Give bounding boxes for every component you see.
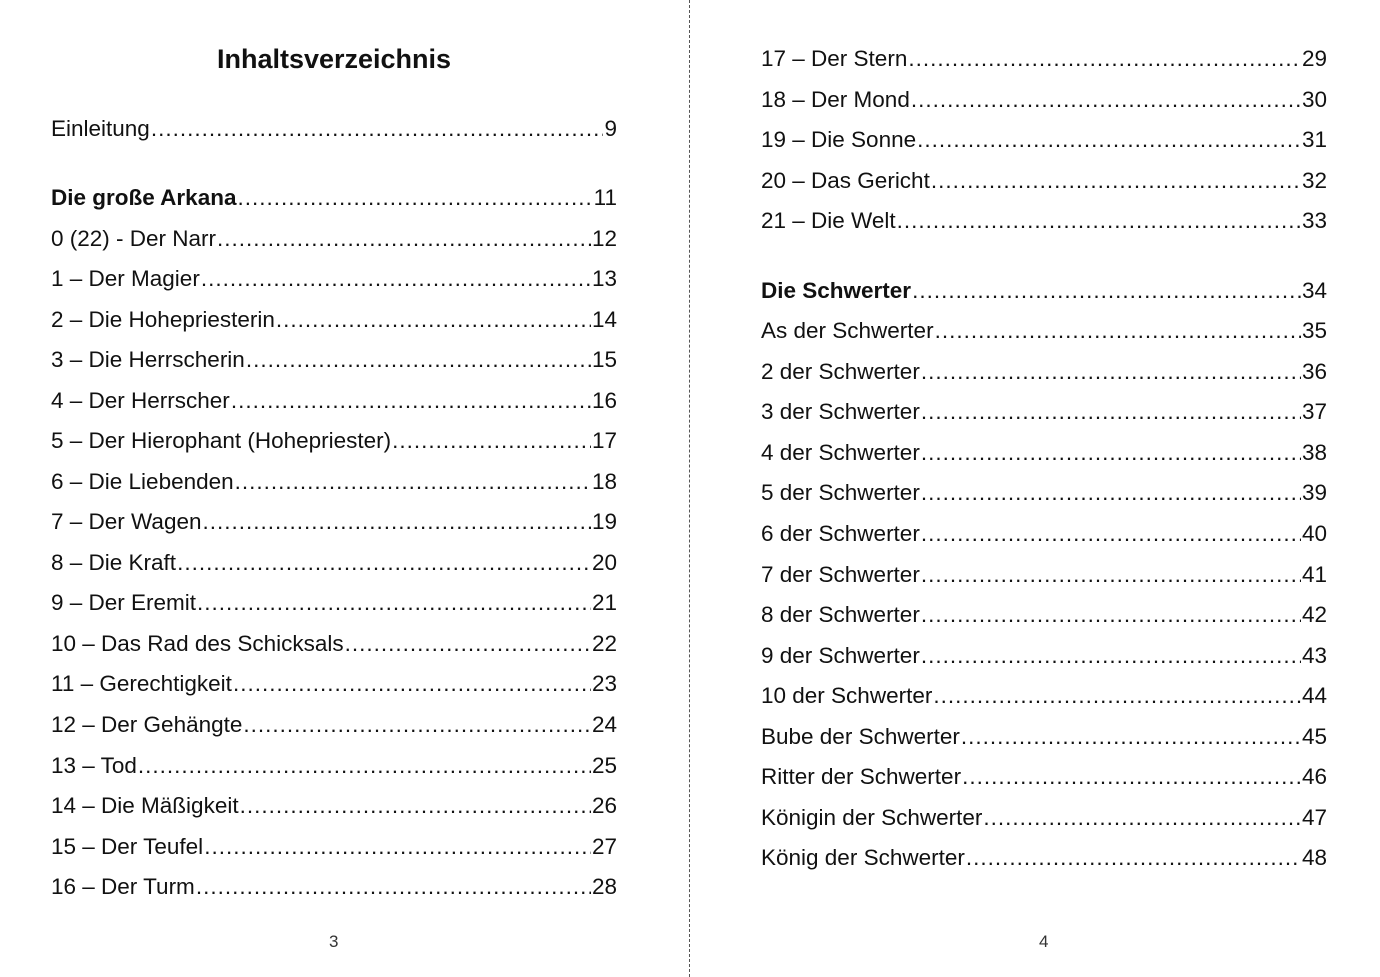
toc-entry-label: König der Schwerter <box>761 845 965 870</box>
toc-entry-page: 28 <box>591 874 617 899</box>
toc-entry-label: As der Schwerter <box>761 318 934 343</box>
toc-entry <box>51 874 617 904</box>
toc-entry-page: 44 <box>1301 683 1327 708</box>
right-page <box>690 0 1380 977</box>
toc-entry-label: 3 der Schwerter <box>761 399 920 424</box>
toc-entry-label: 12 – Der Gehängte <box>51 712 243 737</box>
leader-dots <box>921 480 1301 506</box>
toc-entry-page: 15 <box>591 347 617 372</box>
leader-dots <box>921 562 1301 588</box>
leader-dots <box>276 307 591 333</box>
leader-dots <box>237 185 592 211</box>
leader-dots <box>911 87 1301 113</box>
toc-entry-page: 12 <box>591 226 617 251</box>
toc-section-heading <box>761 278 1327 308</box>
toc-entry-label: 5 – Der Hierophant (Hohepriester) <box>51 428 392 453</box>
leader-dots <box>203 509 591 535</box>
toc-entry <box>51 631 617 661</box>
toc-entry-page: 45 <box>1301 724 1327 749</box>
leader-dots <box>931 168 1301 194</box>
toc-entry-label: 4 – Der Herrscher <box>51 388 230 413</box>
toc-entry-label: 9 – Der Eremit <box>51 590 197 615</box>
toc-entry <box>51 834 617 864</box>
page-number: 4 <box>1039 932 1049 951</box>
leader-dots <box>233 671 591 697</box>
toc-entry-page: 47 <box>1301 805 1327 830</box>
leader-dots <box>921 399 1301 425</box>
toc-entry <box>51 550 617 580</box>
toc-entry-page: 19 <box>591 509 617 534</box>
toc-entry <box>51 793 617 823</box>
toc-entry <box>51 307 617 337</box>
toc-entry-page: 40 <box>1301 521 1327 546</box>
toc-entry-label: 4 der Schwerter <box>761 440 920 465</box>
leader-dots <box>235 469 591 495</box>
toc-entry-label: 13 – Tod <box>51 753 137 778</box>
toc-entry <box>761 318 1327 348</box>
toc-entry-page: 26 <box>591 793 617 818</box>
toc-entry-label: 9 der Schwerter <box>761 643 920 668</box>
toc-entry <box>761 480 1327 510</box>
leader-dots <box>961 724 1301 750</box>
toc-entry <box>761 724 1327 754</box>
toc-entry-page: 43 <box>1301 643 1327 668</box>
toc-entry-label: 18 – Der Mond <box>761 87 910 112</box>
toc-entry <box>51 226 617 256</box>
toc-entry-page: 13 <box>591 266 617 291</box>
toc-entry-label: 6 – Die Liebenden <box>51 469 234 494</box>
toc-entry-label: 5 der Schwerter <box>761 480 920 505</box>
toc-entry <box>51 116 617 146</box>
leader-dots <box>921 643 1301 669</box>
toc-entry-label: Bube der Schwerter <box>761 724 960 749</box>
toc-entry <box>761 764 1327 794</box>
toc-title: Inhaltsverzeichnis <box>216 44 452 74</box>
toc-entry <box>51 590 617 620</box>
toc-entry-label: Die große Arkana <box>51 185 237 210</box>
toc-entry-page: 46 <box>1301 764 1327 789</box>
toc-entry-page: 41 <box>1301 562 1327 587</box>
leader-dots <box>240 793 591 819</box>
leader-dots <box>921 440 1301 466</box>
toc-entry-page: 38 <box>1301 440 1327 465</box>
toc-entry-page: 31 <box>1301 127 1327 152</box>
toc-entry-page: 9 <box>604 116 617 141</box>
toc-entry-page: 23 <box>591 671 617 696</box>
toc-entry <box>51 347 617 377</box>
toc-entry-page: 42 <box>1301 602 1327 627</box>
toc-entry <box>761 208 1327 238</box>
toc-entry <box>761 399 1327 429</box>
toc-entry-page: 39 <box>1301 480 1327 505</box>
leader-dots <box>197 590 591 616</box>
leader-dots <box>177 550 591 576</box>
toc-entry-label: Einleitung <box>51 116 150 141</box>
leader-dots <box>962 764 1301 790</box>
toc-entry-label: 8 der Schwerter <box>761 602 920 627</box>
leader-dots <box>983 805 1301 831</box>
toc-entry <box>761 643 1327 673</box>
toc-entry <box>761 805 1327 835</box>
toc-entry-page: 33 <box>1301 208 1327 233</box>
leader-dots <box>912 278 1301 304</box>
toc-entry-label: 19 – Die Sonne <box>761 127 917 152</box>
toc-entry-label: 14 – Die Mäßigkeit <box>51 793 239 818</box>
leader-dots <box>196 874 591 900</box>
toc-entry-page: 30 <box>1301 87 1327 112</box>
toc-entry <box>761 521 1327 551</box>
leader-dots <box>933 683 1301 709</box>
leader-dots <box>897 208 1301 234</box>
toc-entry-label: 10 – Das Rad des Schicksals <box>51 631 344 656</box>
toc-entry-label: 7 der Schwerter <box>761 562 920 587</box>
toc-entry-page: 35 <box>1301 318 1327 343</box>
toc-entry-page: 22 <box>591 631 617 656</box>
toc-entry <box>761 440 1327 470</box>
toc-entry-label: 7 – Der Wagen <box>51 509 202 534</box>
leader-dots <box>243 712 591 738</box>
toc-entry-page: 18 <box>591 469 617 494</box>
toc-entry <box>761 359 1327 389</box>
toc-entry-label: 6 der Schwerter <box>761 521 920 546</box>
toc-entry-label: 10 der Schwerter <box>761 683 933 708</box>
toc-entry-label: 21 – Die Welt <box>761 208 896 233</box>
leader-dots <box>908 46 1301 72</box>
leader-dots <box>392 428 591 454</box>
toc-entry <box>761 845 1327 875</box>
toc-entry <box>51 388 617 418</box>
toc-entry-page: 36 <box>1301 359 1327 384</box>
toc-entry-page: 16 <box>591 388 617 413</box>
leader-dots <box>217 226 591 252</box>
toc-entry-page: 37 <box>1301 399 1327 424</box>
leader-dots <box>921 521 1301 547</box>
toc-entry <box>761 562 1327 592</box>
leader-dots <box>921 602 1301 628</box>
toc-entry-label: Königin der Schwerter <box>761 805 983 830</box>
toc-entry-label: 1 – Der Magier <box>51 266 200 291</box>
leader-dots <box>246 347 591 373</box>
toc-entry-page: 14 <box>591 307 617 332</box>
toc-entry-label: 3 – Die Herrscherin <box>51 347 245 372</box>
page-number: 3 <box>329 932 339 951</box>
leader-dots <box>917 127 1301 153</box>
toc-entry <box>51 266 617 296</box>
leader-dots <box>204 834 591 860</box>
toc-entry-label: 17 – Der Stern <box>761 46 908 71</box>
toc-entry-label: 2 der Schwerter <box>761 359 920 384</box>
leader-dots <box>201 266 591 292</box>
toc-entry <box>761 683 1327 713</box>
toc-entry <box>761 46 1327 76</box>
toc-entry-label: 8 – Die Kraft <box>51 550 177 575</box>
toc-entry-label: 16 – Der Turm <box>51 874 195 899</box>
toc-entry-label: 15 – Der Teufel <box>51 834 204 859</box>
leader-dots <box>231 388 591 414</box>
toc-entry <box>51 469 617 499</box>
toc-entry <box>761 168 1327 198</box>
toc-entry-page: 48 <box>1301 845 1327 870</box>
toc-entry-page: 27 <box>591 834 617 859</box>
toc-entry-page: 11 <box>593 185 617 210</box>
toc-entry-label: 20 – Das Gericht <box>761 168 930 193</box>
toc-entry-page: 24 <box>591 712 617 737</box>
toc-entry <box>51 712 617 742</box>
leader-dots <box>966 845 1301 871</box>
toc-entry-page: 21 <box>591 590 617 615</box>
toc-entry-page: 17 <box>591 428 617 453</box>
leader-dots <box>345 631 591 657</box>
toc-entry <box>51 671 617 701</box>
toc-entry <box>51 753 617 783</box>
toc-entry-page: 32 <box>1301 168 1327 193</box>
leader-dots <box>151 116 604 142</box>
toc-entry-label: Die Schwerter <box>761 278 912 303</box>
leader-dots <box>935 318 1301 344</box>
toc-entry-page: 29 <box>1301 46 1327 71</box>
toc-section-heading <box>51 185 617 215</box>
toc-entry <box>51 509 617 539</box>
left-page <box>0 0 689 977</box>
toc-entry <box>761 87 1327 117</box>
toc-entry-label: 11 – Gerechtigkeit <box>51 671 232 696</box>
leader-dots <box>921 359 1301 385</box>
toc-entry-page: 25 <box>591 753 617 778</box>
toc-entry-label: 0 (22) - Der Narr <box>51 226 217 251</box>
toc-entry <box>761 602 1327 632</box>
toc-entry-page: 20 <box>591 550 617 575</box>
toc-entry-label: Ritter der Schwerter <box>761 764 962 789</box>
toc-entry <box>51 428 617 458</box>
toc-entry <box>761 127 1327 157</box>
leader-dots <box>138 753 591 779</box>
toc-entry-label: 2 – Die Hohepriesterin <box>51 307 275 332</box>
toc-entry-page: 34 <box>1301 278 1327 303</box>
